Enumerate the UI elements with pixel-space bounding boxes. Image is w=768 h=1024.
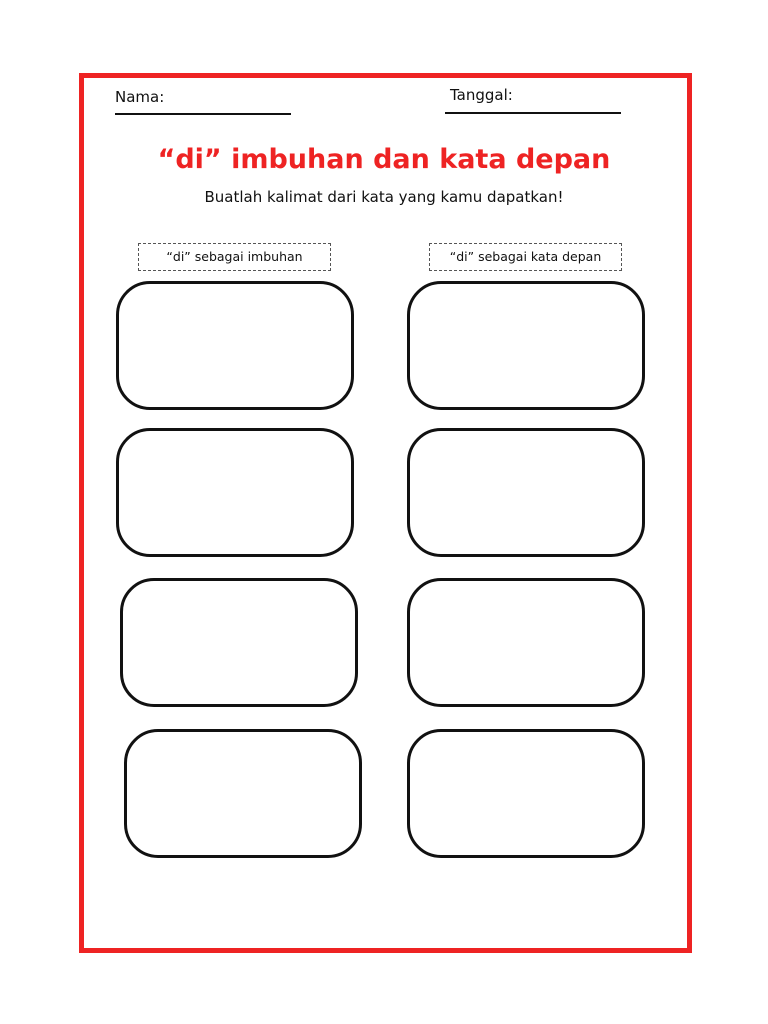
name-label: Nama: (115, 88, 165, 106)
answer-box-imbuhan-3[interactable] (120, 578, 358, 707)
instruction-text: Buatlah kalimat dari kata yang kamu dapatkan! (204, 188, 564, 206)
answer-box-kata-depan-4[interactable] (407, 729, 645, 858)
answer-box-kata-depan-3[interactable] (407, 578, 645, 707)
worksheet-title: “di” imbuhan dan kata depan (157, 144, 611, 175)
answer-box-imbuhan-4[interactable] (124, 729, 362, 858)
column-label-kata-depan: “di” sebagai kata depan (429, 243, 622, 271)
date-field[interactable] (445, 112, 621, 114)
answer-box-imbuhan-1[interactable] (116, 281, 354, 410)
answer-box-imbuhan-2[interactable] (116, 428, 354, 557)
answer-box-kata-depan-1[interactable] (407, 281, 645, 410)
name-field[interactable] (115, 113, 291, 115)
column-label-imbuhan: “di” sebagai imbuhan (138, 243, 331, 271)
date-label: Tanggal: (450, 86, 513, 104)
answer-box-kata-depan-2[interactable] (407, 428, 645, 557)
